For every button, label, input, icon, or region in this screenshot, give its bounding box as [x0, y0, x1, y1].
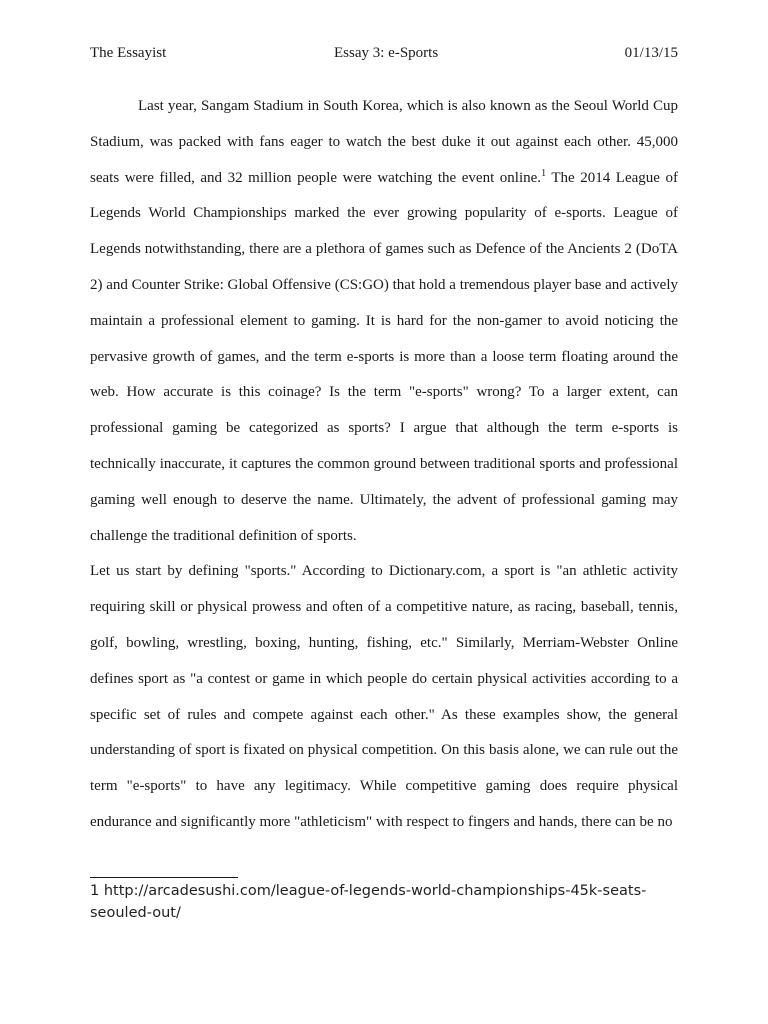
paragraph-2: Let us start by defining "sports." According to Dictionary.com, a sport is "an athletic activity requiring skill or physical prowess and often of a competitive nature, as racing, baseball, tennis, golf, bowling, wrestling, boxing, hunting, fishing, etc." Similarly, Merriam-Webster Online defines sport as "a contest or game in which people do certain physical activities according to a specific set of rules and compete against each other." As these examples show, the general understanding of sport is fixated on physical competition. On this basis alone, we can rule out the term "e-sports" to have any legitimacy. While competitive gaming does require physical endurance and significantly more "athleticism" with respect to fingers and hands, there can be no: [90, 563, 678, 830]
header-author: The Essayist: [90, 45, 167, 61]
paragraph-1-text-a: Last year, Sangam Stadium in South Korea, which is also known as the Seoul World Cup Stadium, was packed with fans eager to watch the best duke it out against each other. 45,000 seats were filled, and 32 million people were watching the event online.: [90, 98, 678, 186]
footnote-separator: [90, 877, 238, 878]
header-title: Essay 3: e-Sports: [334, 45, 439, 61]
footnote: 1 http://arcadesushi.com/league-of-legends-world-championships-45k-seats-seouled-out/: [90, 883, 647, 921]
paragraph-1: [90, 89, 678, 554]
page-header: [90, 45, 678, 67]
paragraph-1-text-b: The 2014 League of Legends World Championships marked the ever growing popularity of e-sports. League of Legends notwithstanding, there are a plethora of games such as Defence of the Ancients 2 (DoTA 2) and Counter Strike: Global Offensive (CS:GO) that hold a tremendous player base and actively maintain a professional element to gaming. It is hard for the non-gamer to avoid noticing the pervasive growth of games, and the term e-sports is more than a loose term floating around the web. How accurate is this coinage? Is the term "e-sports" wrong? To a larger extent, can professional gaming be categorized as sports? I argue that although the term e-sports is technically inaccurate, it captures the common ground between traditional sports and professional gaming well enough to deserve the name. Ultimately, the advent of professional gaming may challenge the traditional definition of sports.: [90, 169, 678, 544]
footnote-reference[interactable]: 1: [541, 167, 547, 179]
essay-body: [90, 89, 678, 841]
header-date: 01/13/15: [624, 45, 678, 61]
